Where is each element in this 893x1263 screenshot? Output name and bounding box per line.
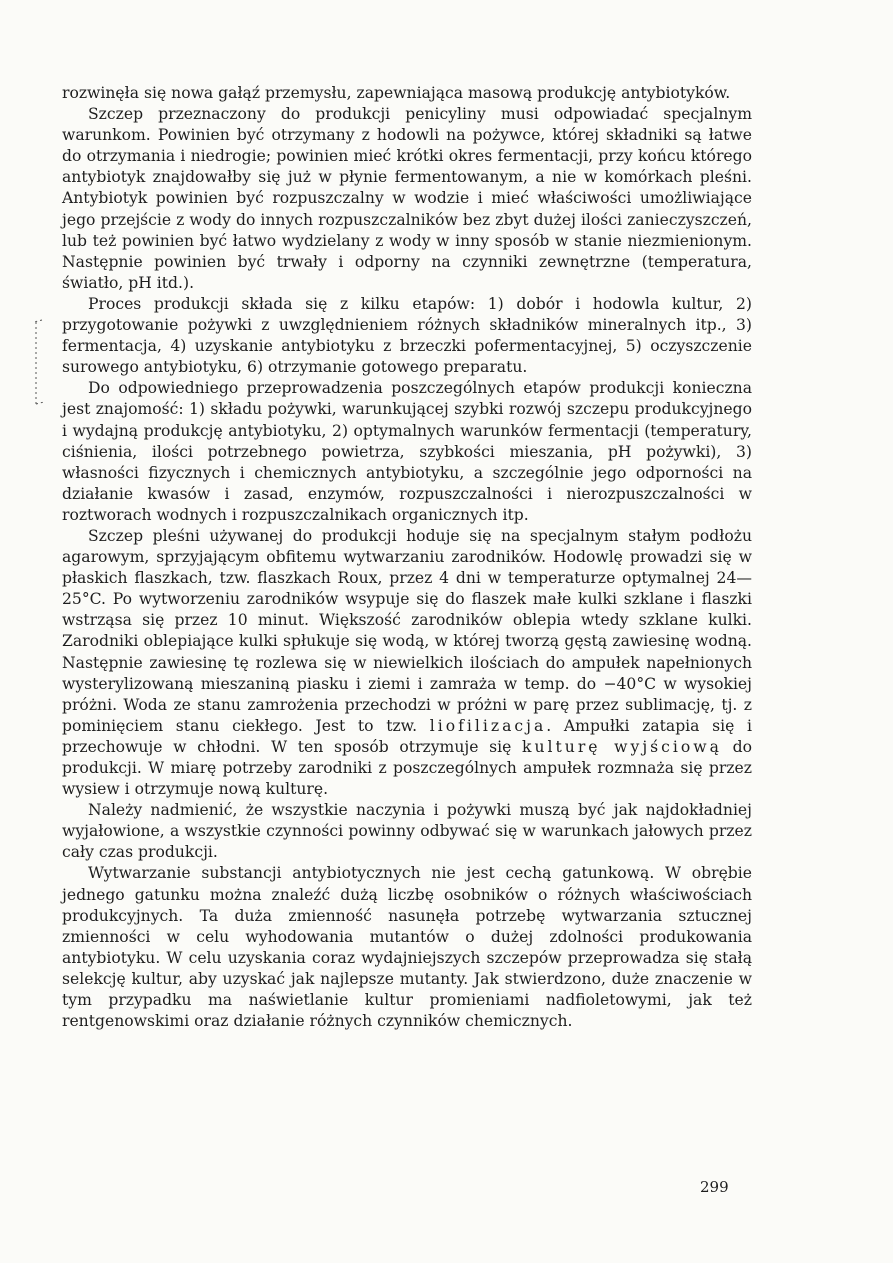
body-text xyxy=(62,83,752,1032)
paragraph-5-part-c: do produkcji. W miarę potrzeby zarodniki z poszczególnych ampułek rozmnaża się przez wysiew i otrzymuje nową kulturę. xyxy=(62,737,752,799)
paragraph-7: Wytwarzanie substancji antybiotycznych nie jest cechą gatunkową. W obrębie jednego gatunku można znaleźć dużą liczbę osobników o różnych właściwościach produkcyjnych. Ta duża zmienność nasunęła potrzebę wytwarzania sztucznej zmienności w celu wyhodowania mutantów o dużej zdolności produkowania antybiotyku. W celu uzyskania coraz wydajniejszych szczepów przeprowadza się stałą selekcję kultur, aby uzyskać jak najlepsze mutanty. Jak stwierdzono, duże znaczenie w tym przypadku ma naświetlanie kultur promieniami nadfioletowymi, jak też rentgenowskimi oraz działanie różnych czynników chemicznych. xyxy=(62,864,752,1031)
paragraph-1: rozwinęła się nowa gałąź przemysłu, zapewniająca masową produkcję antybiotyków. xyxy=(62,84,731,102)
term-kultura-wyjsciowa: kulturę wyjściową xyxy=(522,737,722,756)
paragraph-5-part-b: . Ampułki zatapia się i przechowuje w chłodni. W ten sposób otrzymuje się xyxy=(62,716,752,756)
paragraph-5-part-a: Szczep pleśni używanej do produkcji hoduje się na specjalnym stałym podłożu agarowym, sprzyjającym obfitemu wytwarzaniu zarodników. Hodowlę prowadzi się w płaskich flaszkach, tzw. flaszkach Roux, przez 4 dni w temperaturze optymalnej 24—25°C. Po wytworzeniu zarodników wsypuje się do flaszek małe kulki szklane i flaszki wstrząsa się przez 10 minut. Większość zarodników oblepia wtedy szklane kulki. Zarodniki oblepiające kulki spłukuje się wodą, w której tworzą gęstą zawiesinę wodną. Następnie zawiesinę tę rozlewa się w niewielkich ilościach do ampułek napełnionych wysterylizowaną mieszaniną piasku i ziemi i zamraża w temp. do −40°C w wysokiej próżni. Woda ze stanu zamrożenia przechodzi w próżni w parę przez sublimację, tj. z pominięciem stanu ciekłego. Jest to tzw. xyxy=(62,526,752,735)
page-number: 299 xyxy=(700,1178,729,1196)
paragraph-3: Proces produkcji składa się z kilku etapów: 1) dobór i hodowla kultur, 2) przygotowanie pożywki z uwzględnieniem różnych składników mineralnych itp., 3) fermentacja, 4) uzyskanie antybiotyku z brzeczki pofermentacyjnej, 5) oczyszczenie surowego antybiotyku, 6) otrzymanie gotowego preparatu. xyxy=(62,294,752,377)
paragraph-6: Należy nadmienić, że wszystkie naczynia i pożywki muszą być jak najdokładniej wyjałowione, a wszystkie czynności powinny odbywać się w warunkach jałowych przez cały czas produkcji. xyxy=(62,801,752,862)
term-liofilizacja: liofilizacja xyxy=(429,716,547,735)
paragraph-5 xyxy=(62,526,752,800)
paragraph-4: Do odpowiedniego przeprowadzenia poszczególnych etapów produkcji konieczna jest znajomość: 1) składu pożywki, warunkującej szybki rozwój szczepu produkcyjnego i wydajną produkcję antybiotyku, 2) optymalnych warunków fermentacji (temperatury, ciśnienia, ilości potrzebnego powietrza, szybkości mieszania, pH pożywki), 3) własności fizycznych i chemicznych antybiotyku, a szczególnie jego odporności na działanie kwasów i zasad, enzymów, rozpuszczalności i nierozpuszczalności w roztworach wodnych i rozpuszczalnikach organicznych itp. xyxy=(62,379,752,524)
paragraph-2: Szczep przeznaczony do produkcji penicyliny musi odpowiadać specjalnym warunkom. Powinien być otrzymany z hodowli na pożywce, której składniki są łatwe do otrzymania i niedrogie; powinien mieć krótki okres fermentacji, przy końcu którego antybiotyk znajdowałby się już w płynie fermentowanym, a nie w komórkach pleśni. Antybiotyk powinien być rozpuszczalny w wodzie i mieć właściwości umożliwiające jego przejście z wody do innych rozpuszczalników bez zbyt dużej ilości zanieczyszczeń, lub też powinien być łatwo wydzielany z wody w inny sposób w stanie niezmienionym. Następnie powinien być trwały i odporny na czynniki zewnętrzne (temperatura, światło, pH itd.). xyxy=(62,105,752,292)
margin-pencil-mark xyxy=(32,318,46,408)
